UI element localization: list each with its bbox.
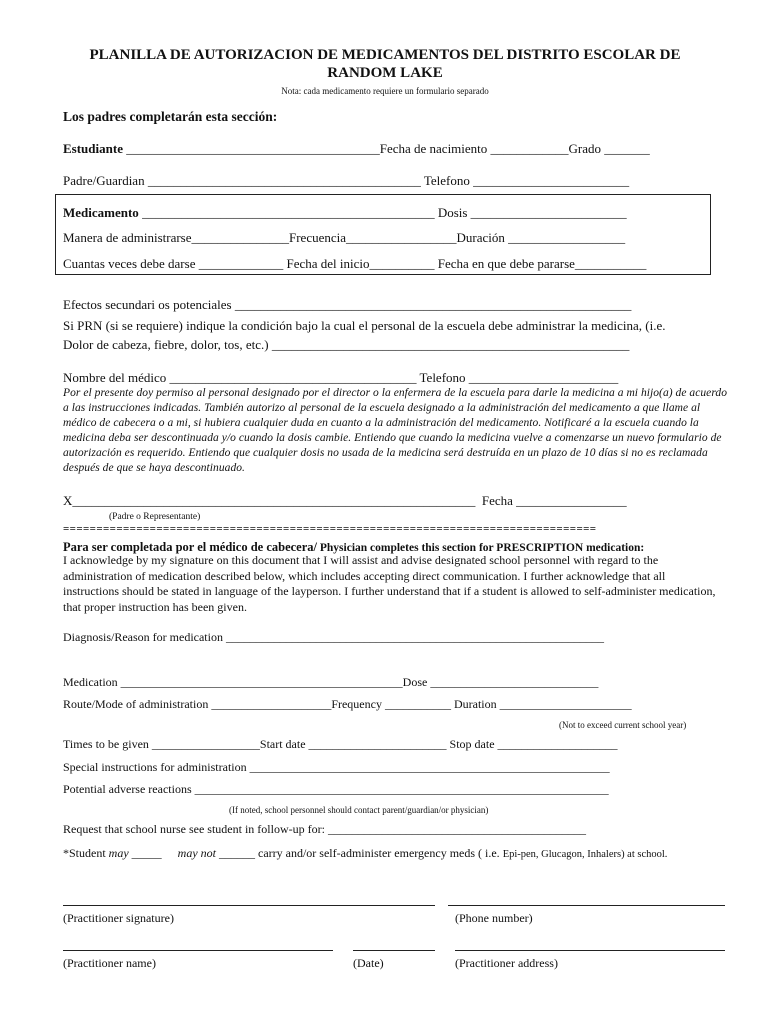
medication-field[interactable] <box>63 205 627 221</box>
medication-field-rest: _____________________________________________ Dosis ________________________ <box>138 205 627 220</box>
doctor-name-field[interactable]: Nombre del médico ______________________________________ Telefono _______________________ <box>63 370 619 385</box>
student-label: Estudiante <box>63 141 123 156</box>
may-not-option: may not <box>177 846 216 860</box>
may-option: may <box>108 846 129 860</box>
self-administer-examples: Epi-pen, Glucagon, Inhalers) at school. <box>502 849 668 860</box>
phone-number-label: (Phone number) <box>455 911 533 925</box>
student-prefix: *Student <box>63 846 109 860</box>
practitioner-address-line[interactable] <box>455 950 725 951</box>
administration-field[interactable]: Manera de administrarse_______________Frecuencia_________________Duración __________________ <box>63 230 626 245</box>
practitioner-name-line[interactable] <box>63 950 333 951</box>
physician-heading-spanish: Para ser completada por el médico de cabecera/ <box>63 540 317 554</box>
special-instructions-field[interactable]: Special instructions for administration ____________________________________________________________ <box>63 760 610 774</box>
form-title-line-2: RANDOM LAKE <box>327 65 443 81</box>
practitioner-name-label: (Practitioner name) <box>63 956 156 970</box>
self-administer-text: ______ carry and/or self-administer emergency meds ( i.e. <box>216 846 503 860</box>
student-field[interactable] <box>63 141 650 157</box>
physician-heading-english: Physician completes this section for PRESCRIPTION medication: <box>317 542 645 554</box>
prn-line-1: Si PRN (si se requiere) indique la condición bajo la cual el personal de la escuela debe administrar la medicina, (i.e. <box>63 318 666 333</box>
adverse-reactions-field[interactable]: Potential adverse reactions _____________________________________________________________________ <box>63 782 609 796</box>
form-title-line-1: PLANILLA DE AUTORIZACION DE MEDICAMENTOS DEL DISTRITO ESCOLAR DE <box>89 47 681 63</box>
followup-field[interactable]: Request that school nurse see student in follow-up for: ___________________________________________ <box>63 822 586 836</box>
school-year-note: (Not to exceed current school year) <box>559 720 687 730</box>
practitioner-address-label: (Practitioner address) <box>455 956 558 970</box>
times-field[interactable]: Cuantas veces debe darse _____________ Fecha del inicio__________ Fecha en que debe pararse___________ <box>63 256 647 271</box>
adverse-note: (If noted, school personnel should contact parent/guardian/or physician) <box>229 805 489 815</box>
section-separator: ================================================================================ <box>63 523 597 535</box>
practitioner-signature-label: (Practitioner signature) <box>63 911 174 925</box>
self-administer-statement[interactable] <box>63 845 667 863</box>
parents-section-heading: Los padres completarán esta sección: <box>63 109 278 124</box>
practitioner-signature-line[interactable] <box>63 905 435 906</box>
parent-guardian-field[interactable]: Padre/Guardian __________________________________________ Telefono ________________________ <box>63 173 630 188</box>
consent-paragraph: Por el presente doy permiso al personal designado por el director o la enfermera de la escuela para darle la medicina a mi hijo(a) de acuerdo a las instrucciones indicadas. También autorizo al personal de la escuela designado a la administración del medicamento a que llame al médico de cabecera o a mi, si hubiera cualquier duda en cuanto a la administración del medicamento. Notificaré a la escuela cuando la medicina deba ser descontinuada y/o cuando la dosis cambie. Entiendo que cuando la medicina vuelve a comenzarse un nuevo formulario de autorización es requerido. Entiendo que cualquier dosis no usada de la medicina será destruída en un plazo de 10 días si no es reclamada después de que se haya descontinuado. <box>63 387 728 474</box>
phone-number-line[interactable] <box>448 905 725 906</box>
form-note: Nota: cada medicamento requiere un formulario separado <box>281 86 489 96</box>
prn-line-2[interactable]: Dolor de cabeza, fiebre, dolor, tos, etc.) _______________________________________________________ <box>63 337 630 352</box>
date-line[interactable] <box>353 950 435 951</box>
physician-acknowledgement: I acknowledge by my signature on this document that I will assist and advise designated school personnel with regard to the administration of medication described below, which includes accepting direct communication. I further acknowledge that all instructions should be stated in language of the layperson. I further understand that if a student is allowed to self-administer medication, that proper instruction has been given. <box>63 553 716 614</box>
signature-caption: (Padre o Representante) <box>109 512 201 522</box>
date-label: (Date) <box>353 956 384 970</box>
may-blank: _____ <box>128 846 162 860</box>
parent-signature-field[interactable]: X______________________________________________________________ Fecha _________________ <box>63 493 627 508</box>
student-field-rest: _______________________________________Fecha de nacimiento ____________Grado _______ <box>122 141 650 156</box>
side-effects-field[interactable]: Efectos secundari os potenciales _____________________________________________________________ <box>63 297 632 312</box>
route-frequency-duration-field[interactable]: Route/Mode of administration ____________________Frequency ___________ Duration ______________________ <box>63 697 632 711</box>
diagnosis-field[interactable]: Diagnosis/Reason for medication _______________________________________________________________ <box>63 630 604 644</box>
medication-label: Medicamento <box>63 205 139 220</box>
medication-dose-field[interactable]: Medication _______________________________________________Dose ____________________________ <box>63 675 599 689</box>
times-start-stop-field[interactable]: Times to be given __________________Start date _______________________ Stop date ____________________ <box>63 737 618 751</box>
